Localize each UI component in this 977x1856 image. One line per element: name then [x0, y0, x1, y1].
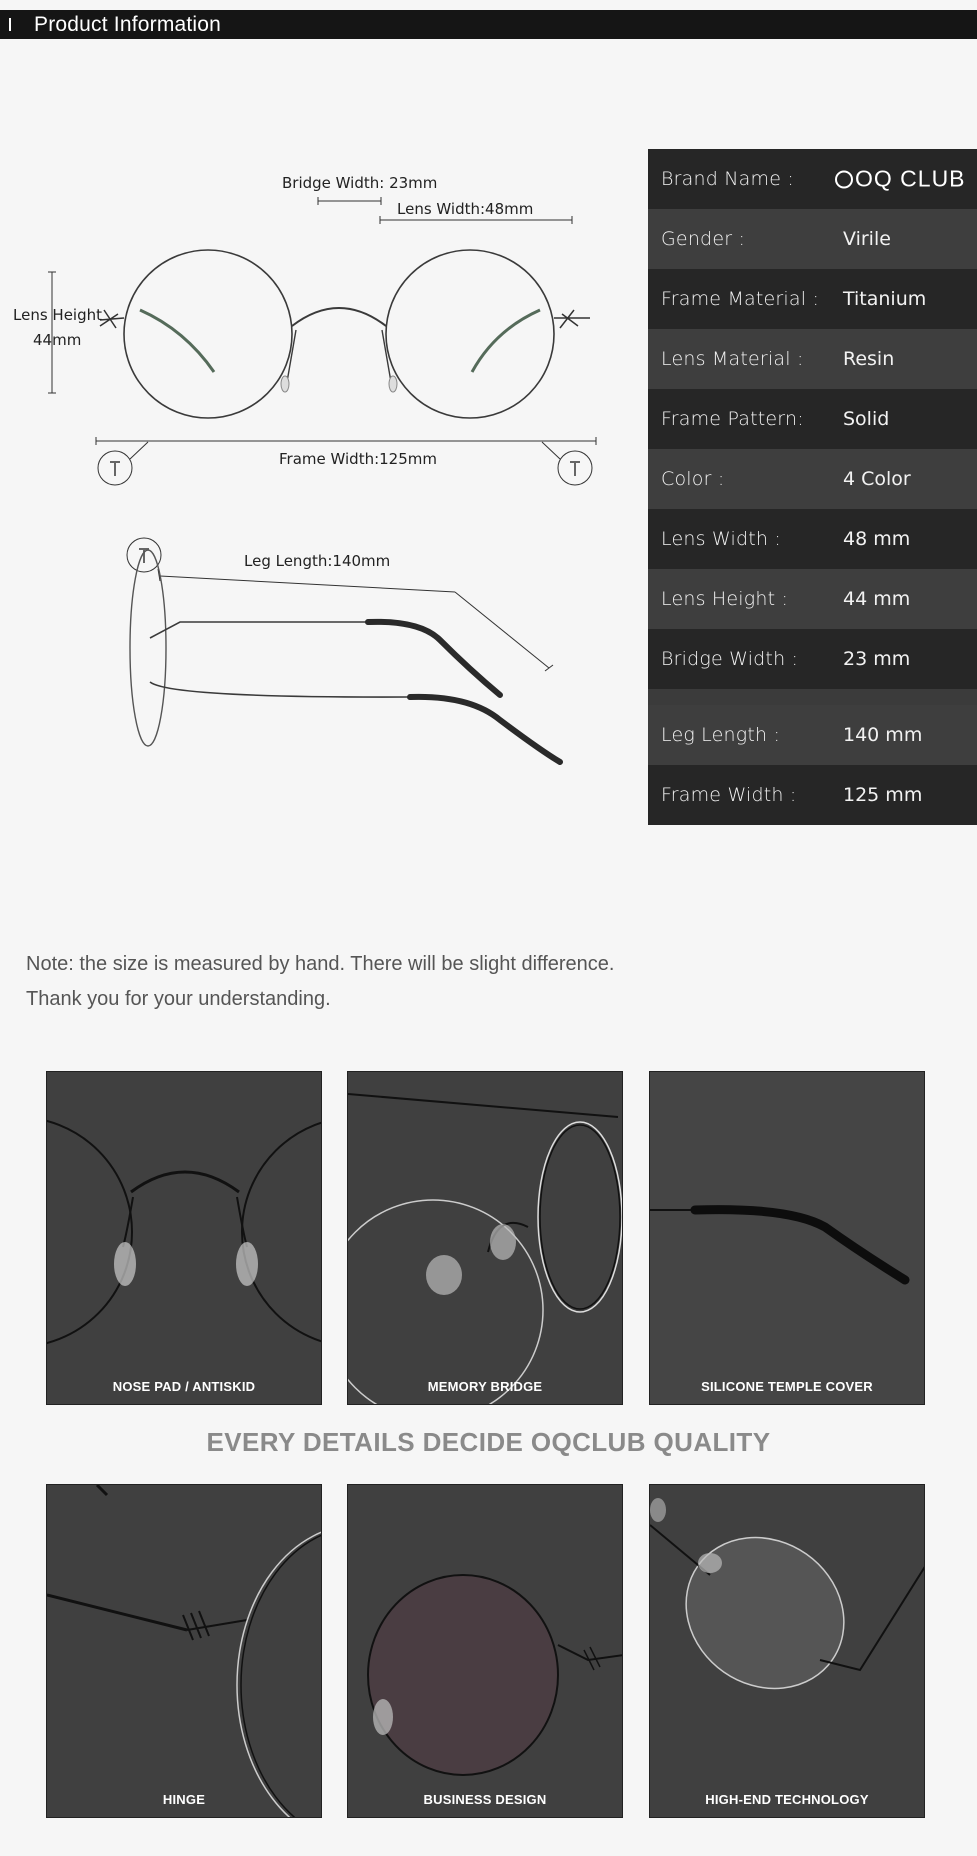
- spec-label: Bridge Width :: [661, 648, 799, 670]
- spec-label: Gender :: [661, 228, 746, 250]
- spec-label: Color :: [661, 468, 725, 490]
- lens-height-value: 44mm: [33, 331, 82, 349]
- quality-heading: EVERY DETAILS DECIDE OQCLUB QUALITY: [206, 1427, 771, 1457]
- spec-row-lens-width: [648, 509, 977, 569]
- bridge-width-label: Bridge Width: 23mm: [282, 174, 438, 192]
- high-end-tech-illustration: [650, 1485, 925, 1818]
- detail-photo-business-design: [347, 1484, 623, 1818]
- spec-label: Lens Width :: [661, 528, 781, 550]
- size-diagram: [0, 150, 640, 790]
- spec-label: Lens Material :: [661, 348, 804, 370]
- spec-row-leg-length: [648, 705, 977, 765]
- spec-row-frame-width: [648, 765, 977, 825]
- hinge-illustration: [47, 1485, 322, 1818]
- business-design-illustration: [348, 1485, 623, 1818]
- brand-name: OQ CLUB: [855, 165, 966, 192]
- spec-value: Solid: [843, 408, 890, 430]
- spec-label: Frame Material :: [661, 288, 820, 310]
- spec-table: [648, 149, 977, 825]
- spec-label: Brand Name :: [661, 168, 794, 190]
- leg-length-label: Leg Length:140mm: [244, 552, 391, 570]
- silicone-temple-illustration: [650, 1072, 925, 1405]
- spec-row-lens-material: [648, 329, 977, 389]
- detail-caption: BUSINESS DESIGN: [423, 1792, 547, 1807]
- spec-value: 44 mm: [843, 588, 911, 610]
- spec-value: 4 Color: [843, 468, 911, 490]
- note-line-1: Note: the size is measured by hand. There will be slight difference.: [26, 953, 615, 975]
- memory-bridge-illustration: [348, 1072, 623, 1405]
- detail-caption: HIGH-END TECHNOLOGY: [705, 1792, 869, 1807]
- section-title: Product Information: [34, 13, 222, 36]
- spec-value: Virile: [843, 228, 891, 250]
- spec-row-frame-pattern: [648, 389, 977, 449]
- spec-value: 48 mm: [843, 528, 911, 550]
- spec-value: Resin: [843, 348, 895, 370]
- note-line-2: Thank you for your understanding.: [26, 988, 331, 1010]
- spec-label: Leg Length :: [661, 724, 781, 746]
- spec-row-lens-height: [648, 569, 977, 629]
- lens-width-label: Lens Width:48mm: [397, 200, 534, 218]
- spec-value: 23 mm: [843, 648, 911, 670]
- detail-photo-silicone-temple: [649, 1071, 925, 1405]
- spec-label: Frame Pattern:: [661, 408, 804, 430]
- header-marker: [9, 18, 11, 31]
- nose-pad-illustration: [47, 1072, 322, 1405]
- detail-caption: MEMORY BRIDGE: [427, 1379, 543, 1394]
- detail-photo-nose-pad: [46, 1071, 322, 1405]
- detail-photo-high-end-tech: [649, 1484, 925, 1818]
- spec-value: 140 mm: [843, 724, 923, 746]
- detail-caption: NOSE PAD / ANTISKID: [112, 1379, 256, 1394]
- lens-height-label: Lens Height: [13, 306, 102, 324]
- spec-row-frame-material: [648, 269, 977, 329]
- detail-photo-memory-bridge: [347, 1071, 623, 1405]
- spec-label: Frame Width :: [661, 784, 797, 806]
- detail-caption: HINGE: [162, 1792, 206, 1807]
- section-header: [0, 10, 977, 39]
- glasses-diagram-svg: [0, 150, 640, 790]
- detail-photo-hinge: [46, 1484, 322, 1818]
- spec-row-color: [648, 449, 977, 509]
- spec-value: Titanium: [843, 288, 927, 310]
- spec-label: Lens Height :: [661, 588, 789, 610]
- detail-caption: SILICONE TEMPLE COVER: [701, 1379, 873, 1394]
- spec-value: 125 mm: [843, 784, 923, 806]
- spec-row-gender: [648, 209, 977, 269]
- spec-row-bridge-width: [648, 629, 977, 689]
- brand-logo: [835, 166, 966, 193]
- spec-row-brand: [648, 149, 977, 209]
- frame-width-label: Frame Width:125mm: [279, 450, 437, 468]
